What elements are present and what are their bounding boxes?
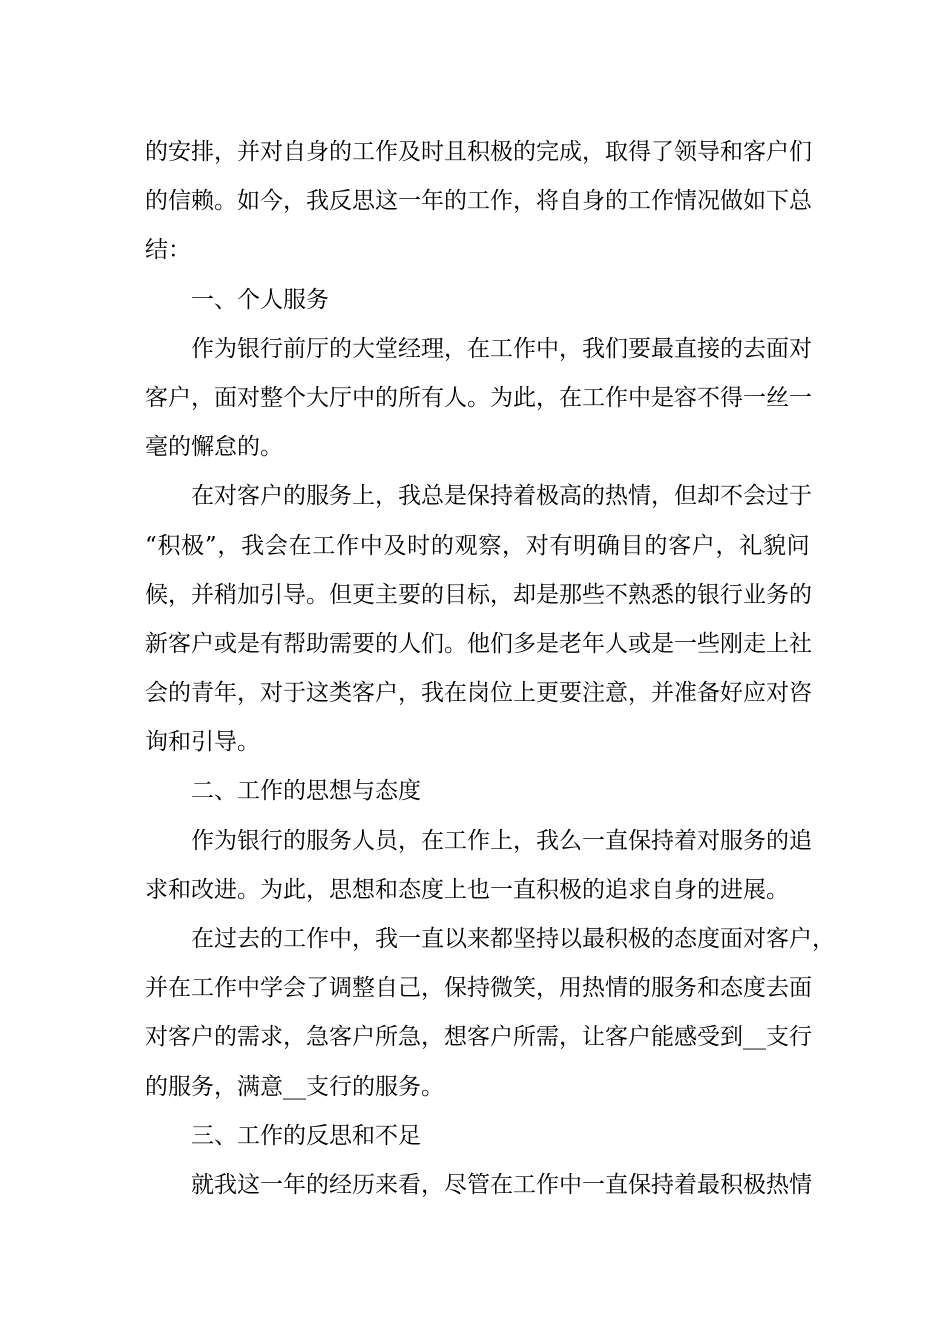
text-line: 作 为 银 行 前 厅 的 大 堂 经 理 ， 在 工 作 中 ， 我 们 要 最 直 接 的 去 面 对 [191,335,812,362]
text-line: 二、工作的思想与态度 [191,778,421,805]
text-line: 客 户 ， 面 对 整 个 大 厅 中 的 所 有 人 。 为 此 ， 在 工 作 中 是 容 不 得 一 丝 一 [145,384,812,411]
text-line: 会 的 青 年 ， 对 于 这 类 客 户 ， 我 在 岗 位 上 更 要 注 意 ， 并 准 备 好 应 对 咨 [145,680,812,707]
text-line: 就 我 这 一 年 的 经 历 来 看 ， 尽 管 在 工 作 中 一 直 保 持 着 最 积 极 热 情 [191,1171,812,1198]
text-line: 的 信 赖 。 如 今 ， 我 反 思 这 一 年 的 工 作 ， 将 自 身 的 工 作 情 况 做 如 下 总 [145,188,812,215]
text-line: 的服务，满意__支行的服务。 [145,1073,444,1100]
text-line: 毫的懈怠的。 [145,434,283,461]
text-line: 结： [145,237,191,264]
text-line: 作 为 银 行 的 服 务 人 员 ， 在 工 作 上 ， 我 么 一 直 保 持 着 对 服 务 的 追 [191,827,812,854]
text-line: 新 客 户 或 是 有 帮 助 需 要 的 人 们 。 他 们 多 是 老 年 人 或 是 一 些 刚 走 上 社 [145,630,812,657]
text-line: 候 ， 并 稍 加 引 导 。 但 更 主 要 的 目 标 ， 却 是 那 些 不 熟 悉 的 银 行 业 务 的 [145,581,812,608]
text-line: 一、个人服务 [191,286,329,313]
document-body [145,128,835,1210]
text-line: 在 过 去 的 工 作 中 ， 我 一 直 以 来 都 坚 持 以 最 积 极 的 态 度 面 对 客 户 ， [191,926,835,952]
text-line: 并 在 工 作 中 学 会 了 调 整 自 己 ， 保 持 微 笑 ， 用 热 情 的 服 务 和 态 度 去 面 [145,975,812,1002]
text-line: 的 安 排 ， 并 对 自 身 的 工 作 及 时 且 积 极 的 完 成 ， 取 得 了 领 导 和 客 户 们 [145,139,812,165]
text-line: 询和引导。 [145,729,260,756]
text-line: 在 对 客 户 的 服 务 上 ， 我 总 是 保 持 着 极 高 的 热 情 ， 但 却 不 会 过 于 [191,483,812,510]
text-line: “ 积 极 ” ， 我 会 在 工 作 中 及 时 的 观 察 ， 对 有 明 确 目 的 客 户 ， 礼 貌 问 [145,532,810,559]
text-line: 求和改进。为此，思想和态度上也一直积极的追求自身的进展。 [145,876,789,903]
text-line: 对 客 户 的 需 求 ， 急 客 户 所 急 ， 想 客 户 所 需 ， 让 客 户 能 感 受 到 _ _ 支 行 [145,1024,812,1051]
text-line: 三、工作的反思和不足 [191,1122,421,1149]
